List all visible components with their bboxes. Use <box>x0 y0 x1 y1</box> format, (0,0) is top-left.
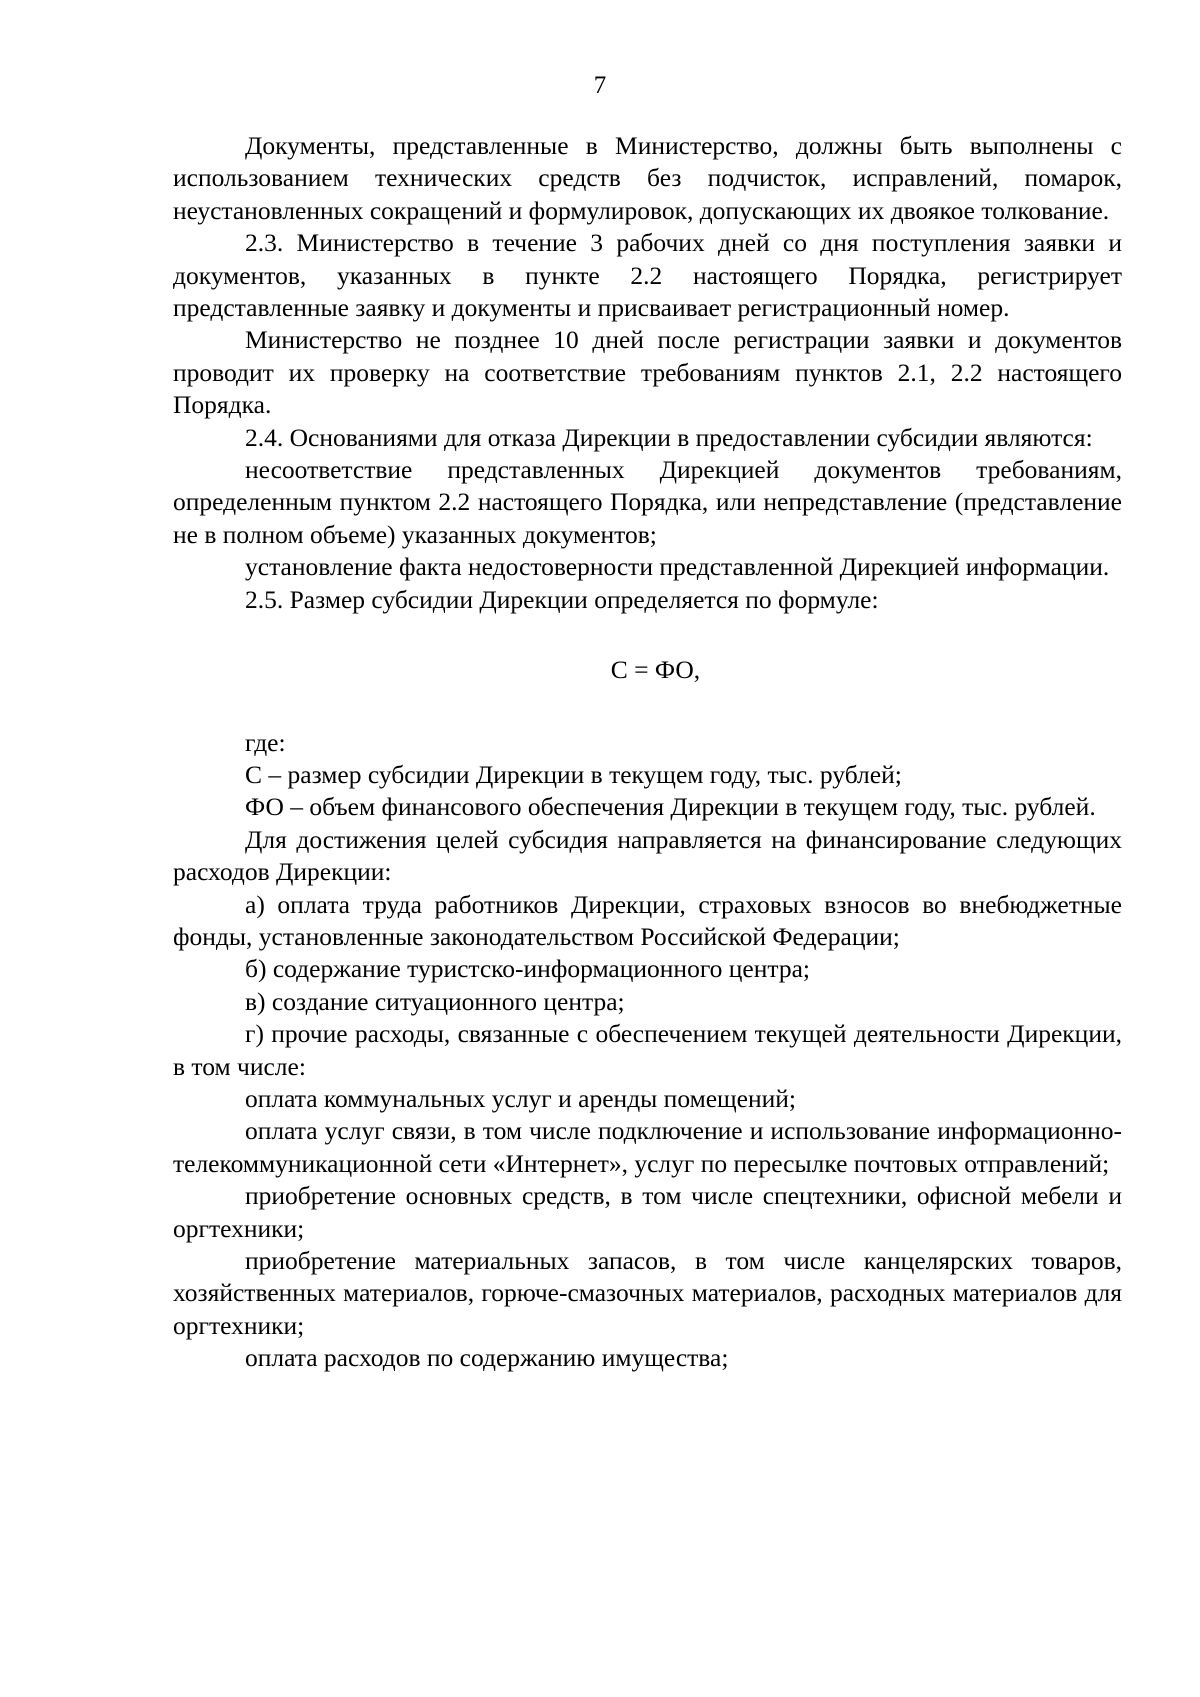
list-item-v-situation-center: в) создание ситуационного центра; <box>245 986 625 1016</box>
subsidy-formula: С = ФО, <box>610 655 701 685</box>
list-item-communications: оплата услуг связи, в том числе подключение и использование информационно-телекоммуникационной сети «Интернет», услуг по пересылке почтовых отправлений; <box>173 1116 1122 1178</box>
list-item-g-other-expenses: г) прочие расходы, связанные с обеспечением текущей деятельности Дирекции, в том числе: <box>173 1019 1122 1081</box>
list-item-utilities-rent: оплата коммунальных услуг и аренды помещений; <box>245 1083 797 1113</box>
paragraph-2-5-subsidy-size: 2.5. Размер субсидии Дирекции определяется по формуле: <box>245 584 879 614</box>
paragraph-expense-purposes: Для достижения целей субсидия направляется на финансирование следующих расходов Дирекции: <box>173 824 1122 887</box>
paragraph-refusal-nonconformity: несоответствие представленных Дирекцией документов требованиям, определенным пунктом 2.2 настоящего Порядка, или непредставление (представление не в полном объеме) указанных документов; <box>173 455 1122 549</box>
page-number: 7 <box>593 72 607 99</box>
document-body <box>173 130 1122 1375</box>
list-item-fixed-assets: приобретение основных средств, в том числе спецтехники, офисной мебели и оргтехники; <box>173 1181 1122 1243</box>
paragraph-2-4-refusal-grounds: 2.4. Основаниями для отказа Дирекции в предоставлении субсидии являются: <box>245 422 1093 452</box>
paragraph-verification: Министерство не позднее 10 дней после регистрации заявки и документов проводит их проверку на соответствие требованиям пунктов 2.1, 2.2 настоящего Порядка. <box>173 325 1122 420</box>
list-item-a-labor: а) оплата труда работников Дирекции, страховых взносов во внебюджетные фонды, установленные законодательством Российской Федерации; <box>173 889 1122 951</box>
paragraph-where: где: <box>245 727 286 757</box>
list-item-property-maintenance: оплата расходов по содержанию имущества; <box>245 1343 729 1373</box>
paragraph-refusal-false-info: установление факта недостоверности представленной Дирекцией информации. <box>245 552 1110 582</box>
paragraph-def-c: С – размер субсидии Дирекции в текущем году, тыс. рублей; <box>245 759 902 789</box>
paragraph-2-3-registration: 2.3. Министерство в течение 3 рабочих дней со дня поступления заявки и документов, указанных в пункте 2.2 настоящего Порядка, регистрирует представленные заявку и документы и присваивает регистрационный номер. <box>173 228 1122 323</box>
paragraph-documents-requirements: Документы, представленные в Министерство, должны быть выполнены с использованием технических средств без подчисток, исправлений, помарок, неустановленных сокращений и формулировок, допускающих их двоякое толкование. <box>173 131 1122 225</box>
list-item-b-tourist-center: б) содержание туристско-информационного центра; <box>245 954 810 984</box>
list-item-material-stocks: приобретение материальных запасов, в том числе канцелярских товаров, хозяйственных материалов, горюче-смазочных материалов, расходных материалов для оргтехники; <box>173 1246 1122 1340</box>
paragraph-def-fo: ФО – объем финансового обеспечения Дирекции в текущем году, тыс. рублей. <box>245 792 1096 822</box>
